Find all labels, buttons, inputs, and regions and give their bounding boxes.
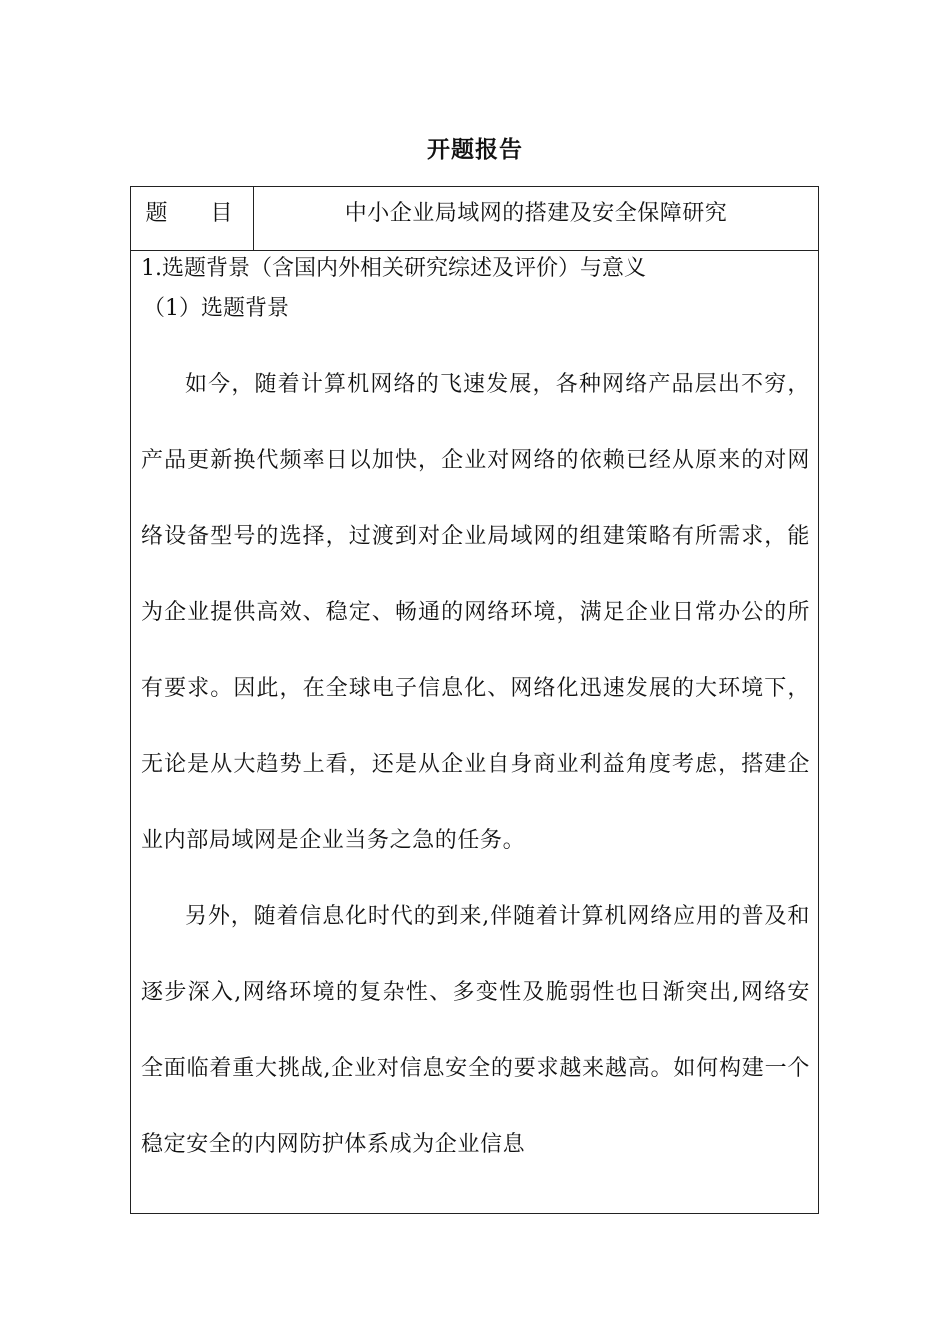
report-table xyxy=(130,186,819,1214)
section-heading: 1.选题背景（含国内外相关研究综述及评价）与意义 xyxy=(141,256,646,281)
title-label: 题 目 xyxy=(131,187,254,250)
title-row xyxy=(131,187,818,251)
paragraph: 另外，随着信息化时代的到来,伴随着计算机网络应用的普及和逐步深入,网络环境的复杂性、多变性及脆弱性也日渐突出,网络安全面临着重大挑战,企业对信息安全的要求越来越高。如何构建一个稳定安全的内网防护体系成为企业信息 xyxy=(141,904,810,1157)
paragraph: 如今，随着计算机网络的飞速发展，各种网络产品层出不穷，产品更新换代频率日以加快，企业对网络的依赖已经从原来的对网络设备型号的选择，过渡到对企业局域网的组建策略有所需求，能为企业提供高效、稳定、畅通的网络环境，满足企业日常办公的所有要求。因此，在全球电子信息化、网络化迅速发展的大环境下，无论是从大趋势上看，还是从企业自身商业利益角度考虑，搭建企业内部局域网是企业当务之急的任务。 xyxy=(141,372,810,853)
document-title: 开题报告 xyxy=(427,137,523,163)
sub-heading: （1）选题背景 xyxy=(143,296,289,321)
content-cell xyxy=(141,251,810,1183)
title-value: 中小企业局域网的搭建及安全保障研究 xyxy=(344,201,728,226)
